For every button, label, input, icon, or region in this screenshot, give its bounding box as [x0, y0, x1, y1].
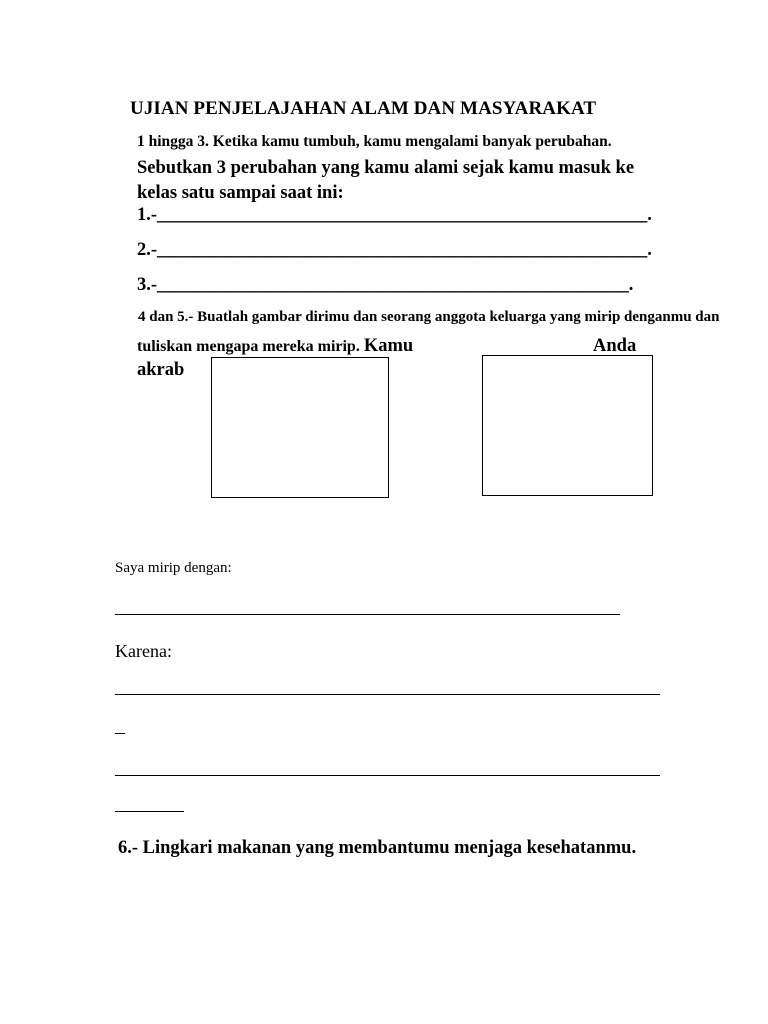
- because-answer-line-1[interactable]: [115, 694, 660, 695]
- drawing-box-self[interactable]: [211, 357, 389, 498]
- label-anda: Anda: [593, 336, 637, 356]
- question-1-3-prompt-line2: kelas satu sampai saat ini:: [137, 183, 344, 203]
- question-1-3-intro: 1 hingga 3. Ketika kamu tumbuh, kamu mengalami banyak perubahan.: [137, 133, 612, 150]
- question-4-5-prompt-text: tuliskan mengapa mereka mirip.: [137, 338, 360, 355]
- question-4-5-prompt: [137, 336, 413, 357]
- question-4-5-intro: 4 dan 5.- Buatlah gambar dirimu dan seorang anggota keluarga yang mirip denganmu dan: [138, 309, 720, 325]
- similar-to-label: Saya mirip dengan:: [115, 560, 232, 576]
- because-answer-line-1-tail[interactable]: [115, 733, 125, 734]
- drawing-box-family[interactable]: [482, 355, 653, 496]
- answer-line-3[interactable]: 3.-___________________________________________________.: [137, 275, 634, 295]
- label-akrab: akrab: [137, 360, 185, 380]
- because-label: Karena:: [115, 641, 172, 661]
- answer-line-1[interactable]: 1.-_____________________________________________________.: [137, 205, 652, 225]
- question-1-3-prompt-line1: Sebutkan 3 perubahan yang kamu alami sejak kamu masuk ke: [137, 158, 635, 178]
- question-6: 6.- Lingkari makanan yang membantumu menjaga kesehatanmu.: [118, 838, 637, 858]
- because-answer-line-2[interactable]: [115, 775, 660, 776]
- similar-to-answer-line[interactable]: [115, 614, 620, 615]
- question-1-3-prompt: [137, 156, 634, 206]
- label-kamu: Kamu: [363, 336, 414, 356]
- answer-line-2[interactable]: 2.-_____________________________________________________.: [137, 240, 652, 260]
- because-answer-line-2-tail[interactable]: [115, 811, 184, 812]
- page-title: UJIAN PENJELAJAHAN ALAM DAN MASYARAKAT: [130, 98, 597, 119]
